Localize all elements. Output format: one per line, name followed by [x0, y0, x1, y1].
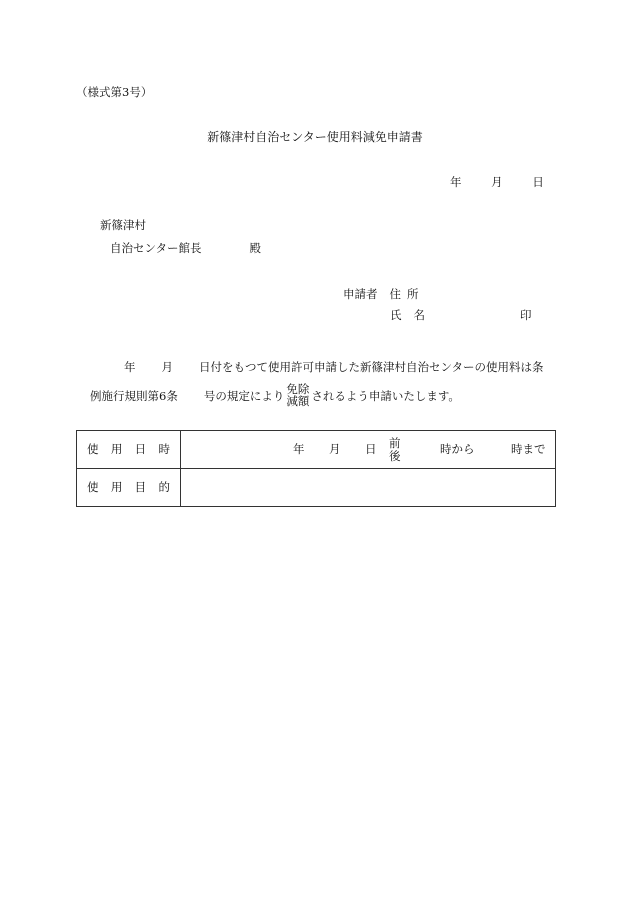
body-line-2: [90, 382, 460, 409]
label-char: 用: [110, 441, 123, 456]
name-label: 氏: [390, 308, 402, 322]
body-month: 月: [161, 360, 173, 374]
exemption-reduction-stack: [286, 383, 309, 407]
body-text-1: 日付をもつて使用許可申請した新篠津村自治センターの使用料は条: [199, 360, 544, 374]
body-year: 年: [124, 360, 136, 374]
body-rule-clause: 号の規定により: [203, 389, 285, 404]
dt-day: 日: [365, 441, 377, 456]
table-row-datetime: [77, 431, 556, 469]
stack-reduction: 減額: [286, 394, 310, 409]
date-line: [450, 176, 544, 190]
applicant-label: 申請者: [343, 287, 378, 301]
body-rule-ref: 例施行規則第6条: [90, 389, 178, 404]
date-day: 日: [532, 175, 544, 189]
dt-year: 年: [293, 441, 305, 456]
address-label: 住: [389, 287, 401, 301]
dt-pm: 後: [389, 448, 401, 463]
addressee-honorific: 殿: [249, 241, 262, 255]
address-label-2: 所: [407, 287, 419, 301]
label-char: 使: [87, 441, 99, 456]
applicant-name-row: [390, 309, 425, 323]
usage-datetime-label: [77, 431, 181, 469]
usage-table: [76, 430, 556, 507]
date-month: 月: [491, 175, 503, 189]
body-line-1: [124, 361, 544, 375]
addressee-title: [110, 242, 261, 256]
applicant-address-row: [343, 288, 419, 302]
usage-purpose-value[interactable]: [181, 469, 556, 507]
addressee-position: 自治センター館長: [110, 241, 202, 255]
dt-from: 時から: [440, 441, 475, 456]
label-char: 目: [134, 479, 147, 494]
label-char: 時: [158, 441, 170, 456]
document-title: 新篠津村自治センター使用料減免申請書: [207, 130, 423, 144]
seal-mark: 印: [520, 308, 532, 322]
dt-until: 時まで: [511, 441, 546, 456]
label-char: 日: [134, 441, 147, 456]
label-char: 的: [158, 479, 170, 494]
dt-am-pm: [389, 436, 401, 462]
label-char: 使: [87, 479, 99, 494]
addressee-village: 新篠津村: [100, 218, 146, 232]
date-year: 年: [450, 175, 462, 189]
table-row-purpose: [77, 469, 556, 507]
form-number: （様式第3号）: [76, 85, 153, 99]
label-char: 用: [110, 479, 123, 494]
usage-purpose-label: [77, 469, 181, 507]
name-label-2: 名: [413, 308, 425, 322]
dt-month: 月: [329, 441, 341, 456]
usage-datetime-value[interactable]: [181, 431, 556, 469]
dt-am: 前: [389, 435, 401, 450]
body-text-2: されるよう申請いたします。: [311, 389, 460, 404]
stack-exemption: 免除: [286, 382, 310, 396]
